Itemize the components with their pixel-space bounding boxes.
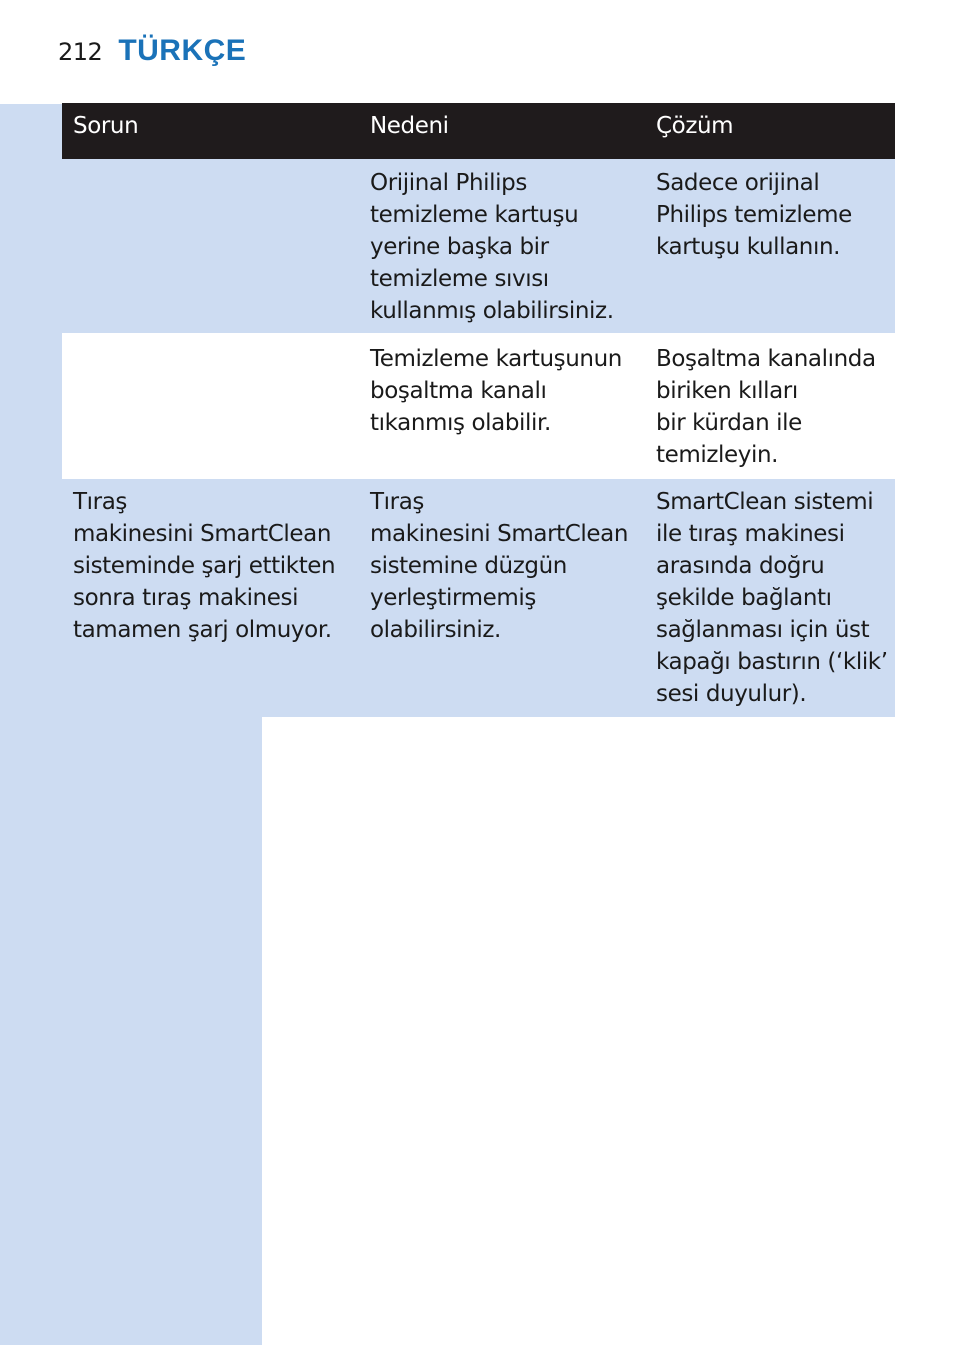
cell-sorun: Tıraş makinesini SmartClean sisteminde şarj ettikten sonra tıraş makinesi tamamen şarj olmuyor. — [73, 489, 336, 643]
table-row — [62, 333, 895, 477]
cell-cozum: Boşaltma kanalında biriken kılları bir kürdan ile temizleyin. — [656, 346, 876, 468]
cell-sorun — [62, 333, 359, 477]
cell-nedeni: Orijinal Philips temizleme kartuşu yerine başka bir temizleme sıvısı kullanmış olabilirsiniz. — [370, 170, 614, 324]
cell-sorun — [62, 159, 359, 333]
cell-nedeni: Tıraş makinesini SmartClean sistemine düzgün yerleştirmemiş olabilirsiniz. — [370, 489, 629, 643]
page-number: 212 — [58, 38, 103, 66]
header-cozum: Çözüm — [656, 113, 734, 139]
table-header-row — [62, 103, 895, 159]
troubleshooting-table — [62, 103, 895, 717]
cell-cozum: Sadece orijinal Philips temizleme kartuşu kullanın. — [656, 170, 852, 260]
cell-cozum: SmartClean sistemi ile tıraş makinesi arasında doğru şekilde bağlantı sağlanması için üst kapağı bastırın (‘klik’ sesi duyulur). — [656, 489, 888, 707]
page-header — [58, 34, 246, 74]
language-title: TÜRKÇE — [118, 34, 247, 67]
table-row — [62, 159, 895, 333]
header-nedeni: Nedeni — [370, 113, 449, 139]
table-row — [62, 477, 895, 717]
header-sorun: Sorun — [73, 113, 139, 139]
cell-nedeni: Temizleme kartuşunun boşaltma kanalı tıkanmış olabilir. — [370, 346, 622, 436]
